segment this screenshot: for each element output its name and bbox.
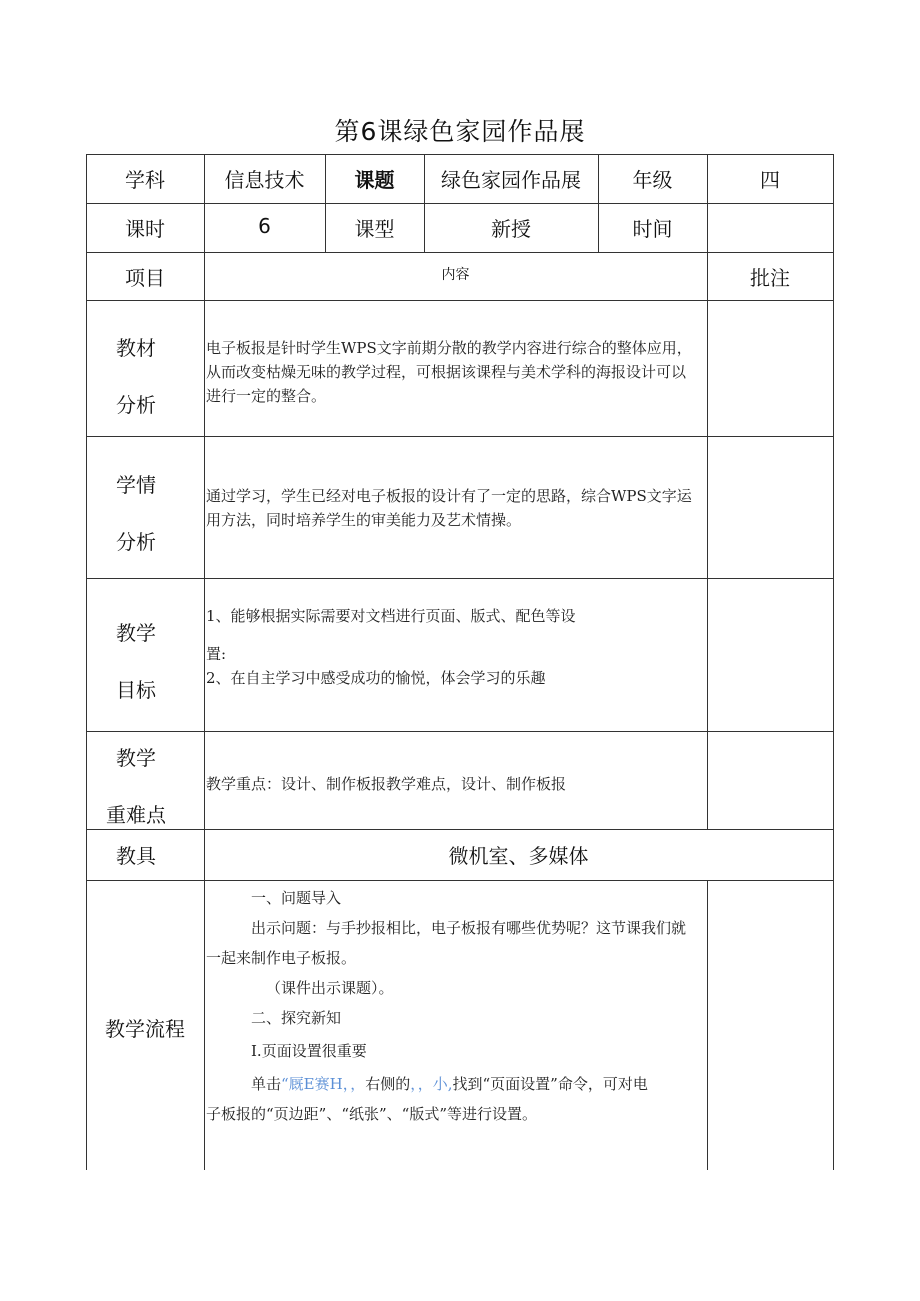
tools-label: 教具 xyxy=(116,844,156,868)
goals-label: 教学 目标 xyxy=(116,621,156,702)
tools-value: 微机室、多媒体 xyxy=(448,844,589,868)
grade-label: 年级 xyxy=(632,168,673,192)
content-label: 内容 xyxy=(441,267,470,283)
topic-value: 绿色家园作品展 xyxy=(441,168,581,192)
process-label: 教学流程 xyxy=(105,1016,185,1041)
keypoints-label: 教学 重难点 xyxy=(106,746,166,827)
subject-label: 学科 xyxy=(125,168,165,192)
note-label: 批注 xyxy=(750,265,790,290)
keypoints-text: 教学重点：设计、制作板报教学难点，设计、制作板报 xyxy=(206,775,567,793)
time-value xyxy=(707,203,833,252)
item-label: 项目 xyxy=(125,265,165,290)
topic-label: 课题 xyxy=(354,168,395,192)
type-value: 新授 xyxy=(491,217,531,241)
process-text: 一、问题导入 出示问题：与手抄报相比，电子板报有哪些优势呢？这节课我们就 一起来制作电子板报。 （课件出示课题）。 二、探究新知 I.页面设置很重要 单击“厩E赛H，，右侧的，，小,找到“页面设置”命令，可对电 子板报的“页边距”、“纸张”、“版式”等进行设置。 xyxy=(206,889,687,1123)
period-label: 课时 xyxy=(125,217,165,241)
goals-text: 1、能够根据实际需要对文档进行页面、版式、配色等设 置: 2、在自主学习中感受成功的愉悦，体会学习的乐趣 xyxy=(206,607,576,687)
time-label: 时间 xyxy=(632,217,673,241)
subject-value: 信息技术 xyxy=(224,168,305,192)
students-label: 学情 分析 xyxy=(116,473,156,554)
type-label: 课型 xyxy=(354,217,395,241)
material-text: 电子板报是针时学生WPS文字前期分散的教学内容进行综合的整体应用， 从而改变枯燥无味的教学过程，可根据该课程与美术学科的海报设计可以 进行一定的整合。 xyxy=(206,339,692,405)
period-value: 6 xyxy=(258,214,271,238)
material-label: 教材 分析 xyxy=(116,336,156,417)
students-text: 通过学习，学生已经对电子板报的设计有了一定的思路，综合WPS文字运 用方法，同时培养学生的审美能力及艺术情操。 xyxy=(206,487,692,529)
page-title: 第6课绿色家园作品展 xyxy=(334,117,586,146)
grade-value: 四 xyxy=(760,168,780,192)
